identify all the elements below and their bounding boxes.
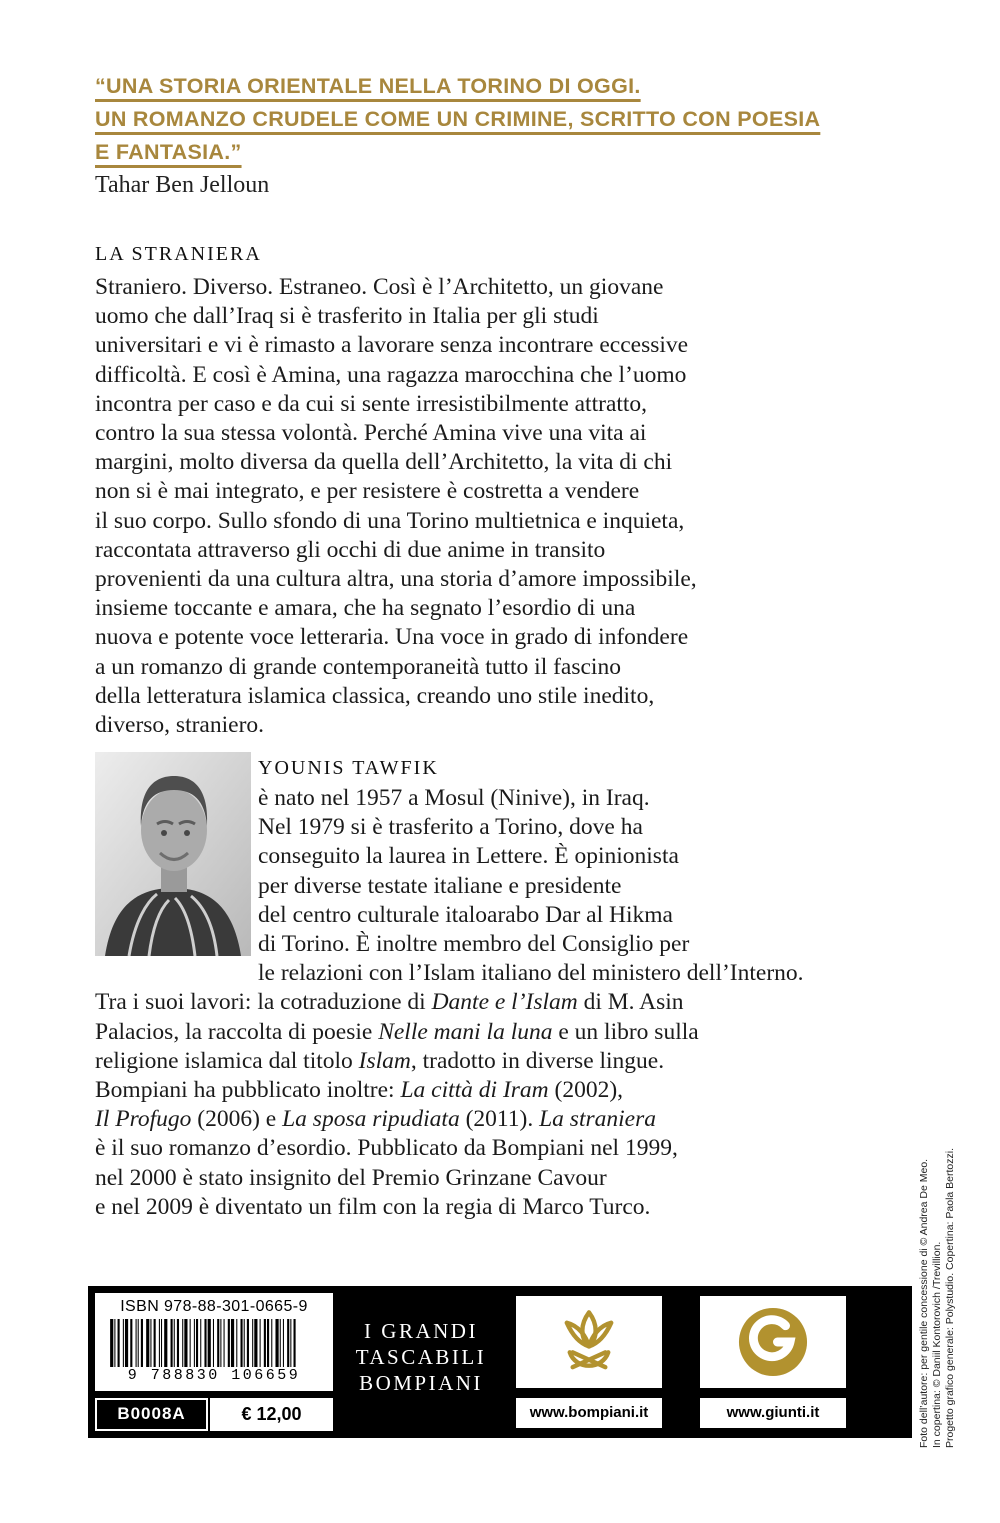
isbn-label: ISBN 978-88-301-0665-9 bbox=[120, 1298, 308, 1315]
photo-credits: Foto dell’autore: per gentile concessione di © Andrea De Meo. In copertina: © Daniil Kontorovich /Trevillion. Progetto grafico generale: Polystudio. Copertina: Paola Bertozzi. bbox=[918, 1147, 956, 1448]
giunti-url: www.giunti.it bbox=[700, 1398, 846, 1428]
synopsis-text: Straniero. Diverso. Estraneo. Così è l’Architetto, un giovane uomo che dall’Iraq si è trasferito in Italia per gli studi universitari e vi è rimasto a lavorare senza incontrare eccessive difficoltà. E così è Amina, una ragazza marocchina che l’uomo incontra per caso e da cui si sente irresistibilmente attratto, contro la sua stessa volontà. Perché Amina vive una vita ai margini, molto diversa da quella dell’Architetto, la vita di chi non si è mai integrato, e per resistere è costretta a vendere il suo corpo. Sullo sfondo di una Torino multietnica e inquieta, raccontata attraverso gli occhi di due anime in transito provenienti da una cultura altra, una storia d’amore impossibile, insieme toccante e amara, che ha segnato l’esordio di una nuova e potente voce letteraria. Una voce in grado di infondere a un romanzo di grande contemporaneità tutto il fascino della letteratura islamica classica, creando uno stile inedito, diverso, straniero. bbox=[95, 274, 697, 739]
bompiani-logo-tile bbox=[516, 1296, 662, 1388]
synopsis-heading: LA STRANIERA bbox=[95, 243, 262, 265]
bio-line: Palacios, la raccolta di poesie Nelle mani la luna e un libro sulla bbox=[95, 1018, 699, 1045]
bio-line: e nel 2009 è diventato un film con la regia di Marco Turco. bbox=[95, 1193, 651, 1220]
author-photo bbox=[95, 752, 251, 956]
bio-line: Nel 1979 si è trasferito a Torino, dove ha bbox=[258, 814, 643, 841]
author-section bbox=[95, 752, 907, 1222]
bio-line: è il suo romanzo d’esordio. Pubblicato da Bompiani nel 1999, bbox=[95, 1135, 678, 1162]
bottom-bar bbox=[88, 1286, 912, 1438]
ean-digits: 9 788830 106659 bbox=[127, 1367, 301, 1384]
giunti-logo-tile bbox=[700, 1296, 846, 1388]
giunti-logo-icon bbox=[736, 1305, 810, 1379]
synopsis-section bbox=[95, 243, 907, 740]
bio-line: del centro culturale italoarabo Dar al Hikma bbox=[258, 901, 673, 928]
price-label: € 12,00 bbox=[210, 1398, 333, 1431]
bio-line: nel 2000 è stato insignito del Premio Grinzane Cavour bbox=[95, 1164, 607, 1191]
bio-line: Il Profugo (2006) e La sposa ripudiata (2011). La straniera bbox=[95, 1106, 656, 1133]
bio-line: è nato nel 1957 a Mosul (Ninive), in Iraq. bbox=[258, 785, 650, 811]
quote-attribution: Tahar Ben Jelloun bbox=[95, 172, 270, 198]
bompiani-flower-icon bbox=[552, 1305, 626, 1379]
review-quote: “UNA STORIA ORIENTALE NELLA TORINO DI OGGI. UN ROMANZO CRUDELE COME UN CRIMINE, SCRITTO CON POESIA E FANTASIA.” bbox=[95, 74, 821, 164]
barcode-block bbox=[95, 1293, 333, 1391]
edition-code-badge: B0008A bbox=[95, 1398, 208, 1431]
bio-line: per diverse testate italiane e presidente bbox=[258, 872, 622, 899]
bio-line: Bompiani ha pubblicato inoltre: La città di Iram (2002), bbox=[95, 1077, 624, 1104]
bompiani-url: www.bompiani.it bbox=[516, 1398, 662, 1428]
bio-line: conseguito la laurea in Lettere. È opinionista bbox=[258, 843, 679, 870]
bio-line: Tra i suoi lavori: la cotraduzione di Dante e l’Islam di M. Asin bbox=[95, 989, 684, 1016]
author-name-heading: YOUNIS TAWFIK bbox=[258, 757, 439, 779]
bio-line: le relazioni con l’Islam italiano del ministero dell’Interno. bbox=[258, 960, 804, 987]
author-photo-image bbox=[95, 752, 251, 956]
imprint-title: I GRANDI TASCABILI BOMPIANI bbox=[355, 1319, 487, 1395]
bio-line: religione islamica dal titolo Islam, tradotto in diverse lingue. bbox=[95, 1047, 665, 1074]
bio-line: di Torino. È inoltre membro del Consiglio per bbox=[258, 931, 690, 958]
ean-barcode-icon bbox=[108, 1319, 320, 1367]
